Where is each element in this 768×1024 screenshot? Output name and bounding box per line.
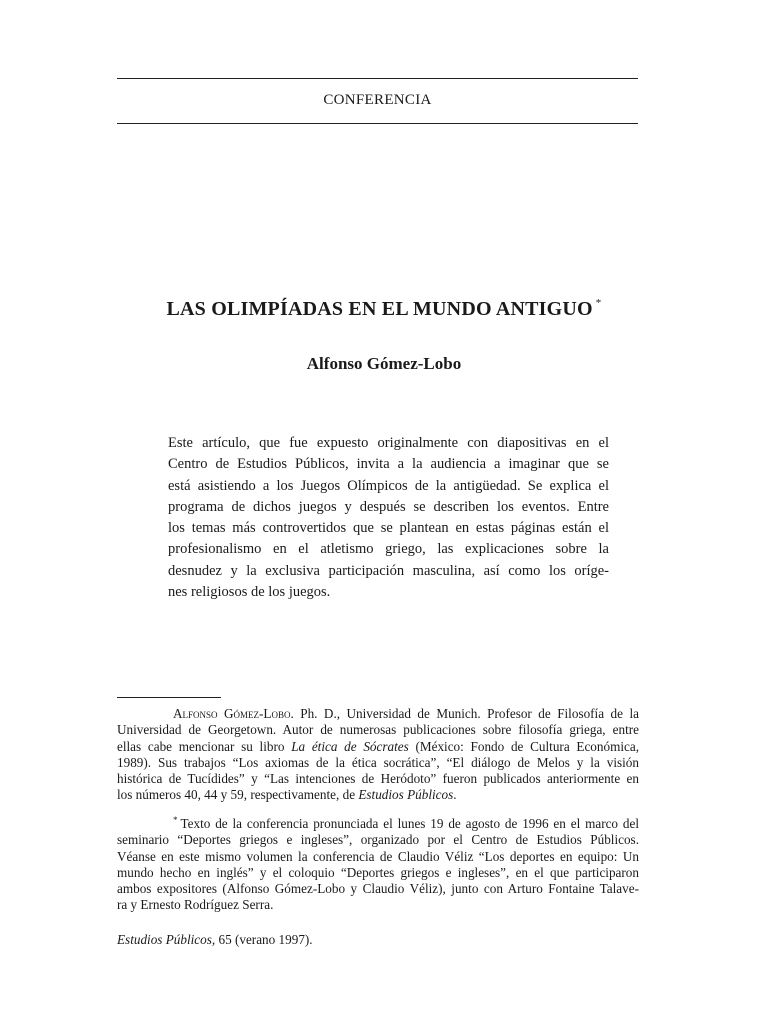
abstract bbox=[168, 433, 609, 603]
abstract-line: está asistiendo a los Juegos Olímpicos de la antigüedad. Se explica el bbox=[168, 477, 609, 494]
article-title bbox=[100, 297, 668, 321]
journal-citation bbox=[117, 932, 313, 948]
footnote-line: * Texto de la conferencia pronunciada el lunes 19 de agosto de 1996 en el marco del bbox=[173, 815, 639, 831]
abstract-line: programa de dichos juegos y después se describen los eventos. Entre bbox=[168, 498, 609, 515]
book-title: La ética de Sócrates bbox=[291, 738, 409, 754]
author-name-smallcaps: Alfonso Gómez-Lobo bbox=[173, 706, 291, 721]
footnote-line: los números 40, 44 y 59, respectivamente, de Estudios Públicos. bbox=[117, 787, 457, 803]
abstract-line: profesionalismo en el atletismo griego, las explicaciones sobre la bbox=[168, 541, 609, 558]
footnote-line: histórica de Tucídides” y “Las intenciones de Heródoto” fueron publicados anteriormente en bbox=[117, 771, 639, 787]
conference-footnote bbox=[117, 812, 639, 914]
abstract-line: Este artículo, que fue expuesto originalmente con diapositivas en el bbox=[168, 435, 609, 451]
footnote-line: Véanse en este mismo volumen la conferencia de Claudio Véliz “Los deportes en equipo: Un bbox=[117, 848, 639, 864]
journal-name: Estudios Públicos bbox=[358, 787, 454, 803]
header-top-rule bbox=[117, 78, 638, 79]
section-label: CONFERENCIA bbox=[323, 92, 432, 108]
citation-issue: 65 (verano 1997). bbox=[215, 932, 313, 947]
footnote-line: ambos expositores (Alfonso Gómez-Lobo y Claudio Véliz), junto con Arturo Fontaine Talave- bbox=[117, 881, 639, 897]
title-footnote-mark: * bbox=[595, 297, 602, 309]
header-bottom-rule bbox=[117, 123, 638, 124]
footnote-line: ellas cabe mencionar su libro La ética de Sócrates (México: Fondo de Cultura Económica, bbox=[117, 738, 640, 754]
footnote-line: mundo hecho en inglés” y el coloquio “Deportes griegos e ingleses”, en el que participaron bbox=[117, 864, 639, 880]
article-author: Alfonso Gómez-Lobo bbox=[306, 354, 462, 373]
footnote-separator bbox=[117, 697, 221, 698]
author-footnote bbox=[117, 706, 639, 804]
citation-journal: Estudios Públicos, bbox=[117, 932, 216, 947]
title-text: LAS OLIMPÍADAS EN EL MUNDO ANTIGUO bbox=[166, 298, 593, 320]
abstract-line: Centro de Estudios Públicos, invita a la audiencia a imaginar que se bbox=[168, 456, 609, 473]
abstract-line: los temas más controvertidos que se plantean en estas páginas están el bbox=[168, 520, 609, 537]
footnote-mark: * bbox=[173, 815, 178, 825]
footnote-line: seminario “Deportes griegos e ingleses”, organizado por el Centro de Estudios Públicos. bbox=[117, 832, 639, 848]
footnote-line: 1989). Sus trabajos “Los axiomas de la ética socrática”, “El diálogo de Melos y la visión bbox=[117, 754, 639, 770]
footnote-line: Alfonso Gómez-Lobo. Ph. D., Universidad de Munich. Profesor de Filosofía de la bbox=[173, 706, 639, 721]
abstract-line: nes religiosos de los juegos. bbox=[168, 584, 331, 601]
abstract-line: desnudez y la exclusiva participación masculina, así como los oríge- bbox=[168, 562, 609, 579]
footnote-line: ra y Ernesto Rodríguez Serra. bbox=[117, 897, 274, 913]
footnote-line: Universidad de Georgetown. Autor de numerosas publicaciones sobre filosofía griega, entre bbox=[117, 722, 639, 738]
